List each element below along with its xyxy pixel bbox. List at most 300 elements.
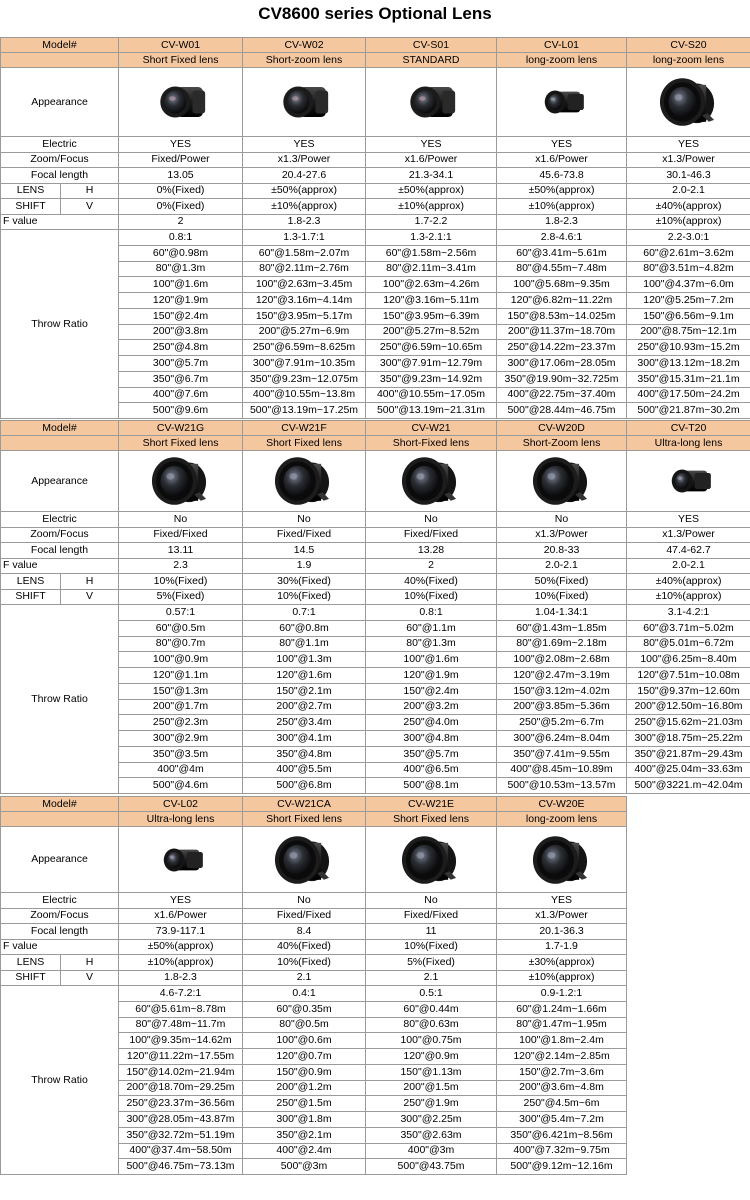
empty-cell xyxy=(627,797,750,812)
f-value-value: 10%(Fixed) xyxy=(366,939,497,955)
shift-v-value: ±10%(approx) xyxy=(366,199,497,215)
throw-distance-value: 250"@6.59m~10.65m xyxy=(366,340,497,356)
model-name: CV-L01 xyxy=(497,38,627,53)
throw-ratio-value: 0.9-1.2:1 xyxy=(497,986,627,1002)
throw-distance-value: 500"@46.75m~73.13m xyxy=(119,1159,243,1175)
throw-distance-value: 300"@7.91m~10.35m xyxy=(243,356,366,372)
focal-length-value: 47.4-62.7 xyxy=(627,543,750,559)
electric-value: No xyxy=(243,512,366,528)
throw-distance-value: 120"@1.6m xyxy=(243,668,366,684)
lens-type: Short Fixed lens xyxy=(119,53,243,68)
throw-distance-value: 250"@14.22m~23.37m xyxy=(497,340,627,356)
f-value-label: F value xyxy=(1,214,119,230)
lens-wide-icon xyxy=(271,453,337,509)
appearance-label: Appearance xyxy=(1,827,119,893)
lens-long-small-icon xyxy=(532,79,592,125)
throw-distance-value: 120"@5.25m~7.2m xyxy=(627,293,750,309)
model-name: CV-T20 xyxy=(627,421,750,436)
throw-distance-value: 120"@2.47m~3.19m xyxy=(497,668,627,684)
lens-type: Short Fixed lens xyxy=(243,436,366,451)
electric-value: YES xyxy=(497,137,627,153)
throw-distance-value: 350"@2.1m xyxy=(243,1127,366,1143)
throw-ratio-label: Throw Ratio xyxy=(1,986,119,1175)
lens-type: Short-Zoom lens xyxy=(497,436,627,451)
lens-type: Ultra-long lens xyxy=(119,812,243,827)
lens-wide-icon xyxy=(271,832,337,888)
throw-ratio-value: 0.8:1 xyxy=(366,605,497,621)
empty-cell xyxy=(627,970,750,986)
throw-distance-value: 80"@0.5m xyxy=(243,1017,366,1033)
throw-distance-value: 150"@2.7m~3.6m xyxy=(497,1064,627,1080)
throw-distance-value: 150"@3.95m~6.39m xyxy=(366,308,497,324)
throw-distance-value: 80"@1.1m xyxy=(243,636,366,652)
throw-distance-value: 150"@14.02m~21.94m xyxy=(119,1064,243,1080)
lens-wide-icon xyxy=(148,453,214,509)
throw-distance-value: 300"@5.7m xyxy=(119,356,243,372)
empty-cell xyxy=(627,1096,750,1112)
throw-ratio-value: 0.7:1 xyxy=(243,605,366,621)
throw-distance-value: 250"@4.0m xyxy=(366,715,497,731)
throw-ratio-label: Throw Ratio xyxy=(1,230,119,419)
throw-ratio-value: 2.8-4.6:1 xyxy=(497,230,627,246)
model-name: CV-W21E xyxy=(366,797,497,812)
empty-cell xyxy=(627,1033,750,1049)
empty-cell xyxy=(627,908,750,924)
throw-distance-value: 150"@0.9m xyxy=(243,1064,366,1080)
throw-distance-value: 350"@21.87m~29.43m xyxy=(627,746,750,762)
throw-distance-value: 500"@13.19m~17.25m xyxy=(243,403,366,419)
zoom-focus-value: x1.3/Power xyxy=(497,527,627,543)
throw-distance-value: 80"@7.48m~11.7m xyxy=(119,1017,243,1033)
appearance-label: Appearance xyxy=(1,451,119,512)
throw-ratio-value: 0.5:1 xyxy=(366,986,497,1002)
throw-ratio-label: Throw Ratio xyxy=(1,605,119,794)
throw-distance-value: 80"@5.01m~6.72m xyxy=(627,636,750,652)
throw-distance-value: 120"@7.51m~10.08m xyxy=(627,668,750,684)
shift-v-value: ±10%(approx) xyxy=(497,970,627,986)
throw-distance-value: 60"@5.61m~8.78m xyxy=(119,1001,243,1017)
model-name: CV-W01 xyxy=(119,38,243,53)
empty-cell xyxy=(627,1017,750,1033)
throw-distance-value: 120"@3.16m~4.14m xyxy=(243,293,366,309)
throw-distance-value: 200"@11.37m~18.70m xyxy=(497,324,627,340)
throw-distance-value: 80"@1.3m xyxy=(119,261,243,277)
model-name: CV-L02 xyxy=(119,797,243,812)
lens-photo xyxy=(366,68,497,137)
f-value-value: 1.8-2.3 xyxy=(243,214,366,230)
f-value-label: F value xyxy=(1,558,119,574)
throw-distance-value: 200"@5.27m~8.52m xyxy=(366,324,497,340)
lens-type: long-zoom lens xyxy=(497,53,627,68)
focal-length-value: 21.3-34.1 xyxy=(366,168,497,184)
model-label: Model# xyxy=(1,421,119,436)
lens-type: Short Fixed lens xyxy=(366,812,497,827)
empty-cell xyxy=(627,1143,750,1159)
model-name: CV-W21 xyxy=(366,421,497,436)
throw-distance-value: 60"@1.43m~1.85m xyxy=(497,620,627,636)
throw-distance-value: 60"@1.1m xyxy=(366,620,497,636)
throw-ratio-value: 0.57:1 xyxy=(119,605,243,621)
throw-distance-value: 400"@7.32m~9.75m xyxy=(497,1143,627,1159)
f-value-value: 2 xyxy=(366,558,497,574)
lens-wide-icon xyxy=(529,832,595,888)
shift-h-label: H xyxy=(61,574,119,590)
electric-label: Electric xyxy=(1,512,119,528)
throw-distance-value: 60"@0.44m xyxy=(366,1001,497,1017)
throw-ratio-value: 0.8:1 xyxy=(119,230,243,246)
shift-v-label: V xyxy=(61,970,119,986)
lens-shift-label-shift: SHIFT xyxy=(1,199,61,215)
electric-value: YES xyxy=(243,137,366,153)
zoom-focus-value: x1.3/Power xyxy=(627,152,750,168)
f-value-label: F value xyxy=(1,939,119,955)
type-label-blank xyxy=(1,812,119,827)
throw-distance-value: 400"@37.4m~58.50m xyxy=(119,1143,243,1159)
type-label-blank xyxy=(1,53,119,68)
focal-length-value: 14.5 xyxy=(243,543,366,559)
throw-distance-value: 300"@2.25m xyxy=(366,1112,497,1128)
throw-distance-value: 400"@2.4m xyxy=(243,1143,366,1159)
empty-cell xyxy=(627,893,750,909)
throw-distance-value: 300"@5.4m~7.2m xyxy=(497,1112,627,1128)
throw-distance-value: 300"@7.91m~12.79m xyxy=(366,356,497,372)
shift-h-value: 40%(Fixed) xyxy=(366,574,497,590)
type-label-blank xyxy=(1,436,119,451)
throw-distance-value: 300"@1.8m xyxy=(243,1112,366,1128)
throw-distance-value: 60"@0.98m xyxy=(119,245,243,261)
throw-distance-value: 250"@2.3m xyxy=(119,715,243,731)
throw-distance-value: 500"@3m xyxy=(243,1159,366,1175)
throw-ratio-value: 4.6-7.2:1 xyxy=(119,986,243,1002)
throw-distance-value: 400"@22.75m~37.40m xyxy=(497,387,627,403)
empty-cell xyxy=(627,1127,750,1143)
throw-distance-value: 350"@3.5m xyxy=(119,746,243,762)
focal-length-value: 8.4 xyxy=(243,924,366,940)
lens-type: Short Fixed lens xyxy=(119,436,243,451)
model-label: Model# xyxy=(1,797,119,812)
throw-distance-value: 500"@9.12m~12.16m xyxy=(497,1159,627,1175)
throw-ratio-value: 0.4:1 xyxy=(243,986,366,1002)
throw-distance-value: 120"@2.14m~2.85m xyxy=(497,1049,627,1065)
shift-h-value: 10%(Fixed) xyxy=(119,574,243,590)
throw-distance-value: 250"@3.4m xyxy=(243,715,366,731)
f-value-value: 40%(Fixed) xyxy=(243,939,366,955)
empty-cell xyxy=(627,1001,750,1017)
zoom-focus-value: Fixed/Fixed xyxy=(366,908,497,924)
f-value-value: 1.7-2.2 xyxy=(366,214,497,230)
focal-length-value: 73.9-117.1 xyxy=(119,924,243,940)
focal-length-label: Focal length xyxy=(1,543,119,559)
throw-ratio-value: 3.1-4.2:1 xyxy=(627,605,750,621)
throw-distance-value: 200"@1.2m xyxy=(243,1080,366,1096)
shift-h-value: ±40%(approx) xyxy=(627,574,750,590)
lens-shift-label-shift: SHIFT xyxy=(1,970,61,986)
throw-distance-value: 400"@10.55m~13.8m xyxy=(243,387,366,403)
lens-photo xyxy=(497,68,627,137)
model-name: CV-S20 xyxy=(627,38,750,53)
throw-distance-value: 250"@1.9m xyxy=(366,1096,497,1112)
shift-v-value: 10%(Fixed) xyxy=(366,589,497,605)
empty-cell xyxy=(627,812,750,827)
lens-type: Short-Fixed lens xyxy=(366,436,497,451)
empty-cell xyxy=(627,1049,750,1065)
throw-distance-value: 200"@1.7m xyxy=(119,699,243,715)
throw-distance-value: 500"@43.75m xyxy=(366,1159,497,1175)
shift-h-value: ±30%(approx) xyxy=(497,955,627,971)
throw-ratio-value: 1.04-1.34:1 xyxy=(497,605,627,621)
focal-length-value: 13.11 xyxy=(119,543,243,559)
zoom-focus-label: Zoom/Focus xyxy=(1,152,119,168)
electric-value: No xyxy=(119,512,243,528)
throw-distance-value: 200"@5.27m~6.9m xyxy=(243,324,366,340)
shift-v-value: ±10%(approx) xyxy=(243,199,366,215)
shift-h-value: 0%(Fixed) xyxy=(119,183,243,199)
shift-v-value: 10%(Fixed) xyxy=(243,589,366,605)
model-name: CV-W21G xyxy=(119,421,243,436)
f-value-value: ±50%(approx) xyxy=(119,939,243,955)
throw-distance-value: 60"@0.8m xyxy=(243,620,366,636)
lens-photo xyxy=(243,827,366,893)
throw-distance-value: 350"@19.90m~32.725m xyxy=(497,371,627,387)
throw-distance-value: 400"@8.45m~10.89m xyxy=(497,762,627,778)
throw-distance-value: 60"@0.5m xyxy=(119,620,243,636)
throw-distance-value: 500"@9.6m xyxy=(119,403,243,419)
f-value-value: 1.9 xyxy=(243,558,366,574)
shift-h-value: ±10%(approx) xyxy=(119,955,243,971)
electric-label: Electric xyxy=(1,893,119,909)
f-value-value: 2.0-2.1 xyxy=(497,558,627,574)
throw-distance-value: 60"@3.41m~5.61m xyxy=(497,245,627,261)
model-name: CV-W02 xyxy=(243,38,366,53)
empty-cell xyxy=(627,827,750,893)
throw-distance-value: 80"@1.47m~1.95m xyxy=(497,1017,627,1033)
zoom-focus-value: Fixed/Power xyxy=(119,152,243,168)
throw-distance-value: 100"@5.68m~9.35m xyxy=(497,277,627,293)
throw-distance-value: 150"@2.4m xyxy=(366,683,497,699)
lens-photo xyxy=(627,451,750,512)
focal-length-label: Focal length xyxy=(1,168,119,184)
throw-distance-value: 100"@1.6m xyxy=(366,652,497,668)
throw-distance-value: 350"@5.7m xyxy=(366,746,497,762)
model-name: CV-W20D xyxy=(497,421,627,436)
shift-v-value: 2.1 xyxy=(243,970,366,986)
shift-h-value: 10%(Fixed) xyxy=(243,955,366,971)
throw-distance-value: 60"@2.61m~3.62m xyxy=(627,245,750,261)
electric-value: No xyxy=(497,512,627,528)
focal-length-value: 30.1-46.3 xyxy=(627,168,750,184)
throw-distance-value: 120"@6.82m~11.22m xyxy=(497,293,627,309)
shift-h-value: ±50%(approx) xyxy=(366,183,497,199)
lens-table-1 xyxy=(0,37,750,419)
electric-value: YES xyxy=(627,137,750,153)
shift-h-label: H xyxy=(61,183,119,199)
throw-distance-value: 200"@3.8m xyxy=(119,324,243,340)
shift-h-value: ±50%(approx) xyxy=(243,183,366,199)
f-value-value: 1.7-1.9 xyxy=(497,939,627,955)
throw-distance-value: 80"@2.11m~2.76m xyxy=(243,261,366,277)
shift-v-value: ±10%(approx) xyxy=(627,589,750,605)
lens-standard-icon xyxy=(401,79,461,125)
lens-type: Short-zoom lens xyxy=(243,53,366,68)
lens-table-3 xyxy=(0,796,750,1175)
empty-cell xyxy=(627,924,750,940)
throw-distance-value: 120"@0.7m xyxy=(243,1049,366,1065)
focal-length-label: Focal length xyxy=(1,924,119,940)
throw-distance-value: 80"@0.63m xyxy=(366,1017,497,1033)
lens-photo xyxy=(119,827,243,893)
empty-cell xyxy=(627,1064,750,1080)
throw-distance-value: 60"@1.58m~2.07m xyxy=(243,245,366,261)
shift-v-value: 0%(Fixed) xyxy=(119,199,243,215)
throw-distance-value: 100"@1.3m xyxy=(243,652,366,668)
empty-cell xyxy=(627,1080,750,1096)
throw-distance-value: 350"@4.8m xyxy=(243,746,366,762)
focal-length-value: 11 xyxy=(366,924,497,940)
throw-distance-value: 400"@17.50m~24.2m xyxy=(627,387,750,403)
lens-photo xyxy=(119,451,243,512)
throw-distance-value: 150"@6.56m~9.1m xyxy=(627,308,750,324)
shift-h-value: 50%(Fixed) xyxy=(497,574,627,590)
throw-distance-value: 400"@4m xyxy=(119,762,243,778)
shift-v-label: V xyxy=(61,199,119,215)
throw-distance-value: 120"@1.9m xyxy=(119,293,243,309)
zoom-focus-value: Fixed/Fixed xyxy=(243,527,366,543)
zoom-focus-value: x1.6/Power xyxy=(119,908,243,924)
zoom-focus-value: x1.3/Power xyxy=(497,908,627,924)
lens-photo xyxy=(243,451,366,512)
electric-value: No xyxy=(243,893,366,909)
throw-distance-value: 350"@6.421m~8.56m xyxy=(497,1127,627,1143)
lens-photo xyxy=(366,827,497,893)
electric-value: No xyxy=(366,893,497,909)
shift-v-value: 5%(Fixed) xyxy=(119,589,243,605)
throw-distance-value: 60"@1.58m~2.56m xyxy=(366,245,497,261)
throw-distance-value: 400"@25.04m~33.63m xyxy=(627,762,750,778)
page-title: CV8600 series Optional Lens xyxy=(258,4,492,23)
throw-distance-value: 400"@3m xyxy=(366,1143,497,1159)
lens-shift-label-shift: SHIFT xyxy=(1,589,61,605)
throw-distance-value: 300"@6.24m~8.04m xyxy=(497,731,627,747)
focal-length-value: 20.1-36.3 xyxy=(497,924,627,940)
throw-distance-value: 80"@3.51m~4.82m xyxy=(627,261,750,277)
throw-distance-value: 150"@9.37m~12.60m xyxy=(627,683,750,699)
zoom-focus-value: Fixed/Fixed xyxy=(119,527,243,543)
shift-h-value: 2.0-2.1 xyxy=(627,183,750,199)
empty-cell xyxy=(627,939,750,955)
empty-cell xyxy=(627,955,750,971)
throw-distance-value: 250"@5.2m~6.7m xyxy=(497,715,627,731)
throw-distance-value: 120"@1.9m xyxy=(366,668,497,684)
shift-v-label: V xyxy=(61,589,119,605)
throw-distance-value: 150"@2.4m xyxy=(119,308,243,324)
shift-v-value: 10%(Fixed) xyxy=(497,589,627,605)
shift-h-value: 5%(Fixed) xyxy=(366,955,497,971)
throw-distance-value: 80"@2.11m~3.41m xyxy=(366,261,497,277)
throw-ratio-value: 1.3-1.7:1 xyxy=(243,230,366,246)
throw-distance-value: 200"@3.2m xyxy=(366,699,497,715)
model-name: CV-W20E xyxy=(497,797,627,812)
f-value-value: 2 xyxy=(119,214,243,230)
throw-distance-value: 100"@0.6m xyxy=(243,1033,366,1049)
lens-photo xyxy=(497,451,627,512)
lens-long-small-icon xyxy=(151,837,211,883)
focal-length-value: 13.28 xyxy=(366,543,497,559)
throw-distance-value: 200"@3.85m~5.36m xyxy=(497,699,627,715)
zoom-focus-label: Zoom/Focus xyxy=(1,908,119,924)
electric-value: YES xyxy=(366,137,497,153)
throw-distance-value: 400"@5.5m xyxy=(243,762,366,778)
throw-distance-value: 500"@21.87m~30.2m xyxy=(627,403,750,419)
lens-photo xyxy=(627,68,750,137)
throw-distance-value: 400"@6.5m xyxy=(366,762,497,778)
throw-distance-value: 100"@0.9m xyxy=(119,652,243,668)
throw-distance-value: 400"@10.55m~17.05m xyxy=(366,387,497,403)
empty-cell xyxy=(627,1112,750,1128)
empty-cell xyxy=(627,1159,750,1175)
throw-distance-value: 300"@17.06m~28.05m xyxy=(497,356,627,372)
lens-short-small-icon xyxy=(151,79,211,125)
throw-distance-value: 150"@8.53m~14.025m xyxy=(497,308,627,324)
throw-distance-value: 200"@3.6m~4.8m xyxy=(497,1080,627,1096)
throw-distance-value: 120"@11.22m~17.55m xyxy=(119,1049,243,1065)
throw-distance-value: 500"@13.19m~21.31m xyxy=(366,403,497,419)
throw-distance-value: 100"@1.8m~2.4m xyxy=(497,1033,627,1049)
throw-distance-value: 250"@6.59m~8.625m xyxy=(243,340,366,356)
lens-photo xyxy=(497,827,627,893)
throw-distance-value: 200"@2.7m xyxy=(243,699,366,715)
throw-distance-value: 350"@32.72m~51.19m xyxy=(119,1127,243,1143)
throw-distance-value: 150"@2.1m xyxy=(243,683,366,699)
lens-wide-icon xyxy=(398,453,464,509)
lens-type: Ultra-long lens xyxy=(627,436,750,451)
throw-distance-value: 80"@0.7m xyxy=(119,636,243,652)
zoom-focus-value: Fixed/Fixed xyxy=(243,908,366,924)
lens-shift-label-lens: LENS xyxy=(1,955,61,971)
zoom-focus-value: x1.3/Power xyxy=(243,152,366,168)
throw-ratio-value: 1.3-2.1:1 xyxy=(366,230,497,246)
appearance-label: Appearance xyxy=(1,68,119,137)
throw-distance-value: 80"@1.3m xyxy=(366,636,497,652)
electric-label: Electric xyxy=(1,137,119,153)
model-name: CV-W21CA xyxy=(243,797,366,812)
throw-distance-value: 500"@10.53m~13.57m xyxy=(497,778,627,794)
zoom-focus-value: x1.3/Power xyxy=(627,527,750,543)
throw-distance-value: 150"@1.13m xyxy=(366,1064,497,1080)
shift-h-label: H xyxy=(61,955,119,971)
throw-distance-value: 80"@1.69m~2.18m xyxy=(497,636,627,652)
lens-wide-icon xyxy=(398,832,464,888)
throw-ratio-value: 2.2-3.0:1 xyxy=(627,230,750,246)
focal-length-value: 20.4-27.6 xyxy=(243,168,366,184)
focal-length-value: 20.8-33 xyxy=(497,543,627,559)
throw-distance-value: 250"@1.5m xyxy=(243,1096,366,1112)
electric-value: YES xyxy=(497,893,627,909)
lens-type: long-zoom lens xyxy=(627,53,750,68)
throw-distance-value: 100"@0.75m xyxy=(366,1033,497,1049)
throw-distance-value: 500"@6.8m xyxy=(243,778,366,794)
throw-distance-value: 350"@7.41m~9.55m xyxy=(497,746,627,762)
throw-distance-value: 120"@1.1m xyxy=(119,668,243,684)
f-value-value: 2.0-2.1 xyxy=(627,558,750,574)
throw-distance-value: 500"@4.6m xyxy=(119,778,243,794)
throw-distance-value: 300"@28.05m~43.87m xyxy=(119,1112,243,1128)
electric-value: YES xyxy=(119,893,243,909)
throw-distance-value: 100"@1.6m xyxy=(119,277,243,293)
throw-distance-value: 350"@2.63m xyxy=(366,1127,497,1143)
throw-distance-value: 100"@2.63m~4.26m xyxy=(366,277,497,293)
throw-distance-value: 250"@23.37m~36.56m xyxy=(119,1096,243,1112)
shift-h-value: ±50%(approx) xyxy=(497,183,627,199)
